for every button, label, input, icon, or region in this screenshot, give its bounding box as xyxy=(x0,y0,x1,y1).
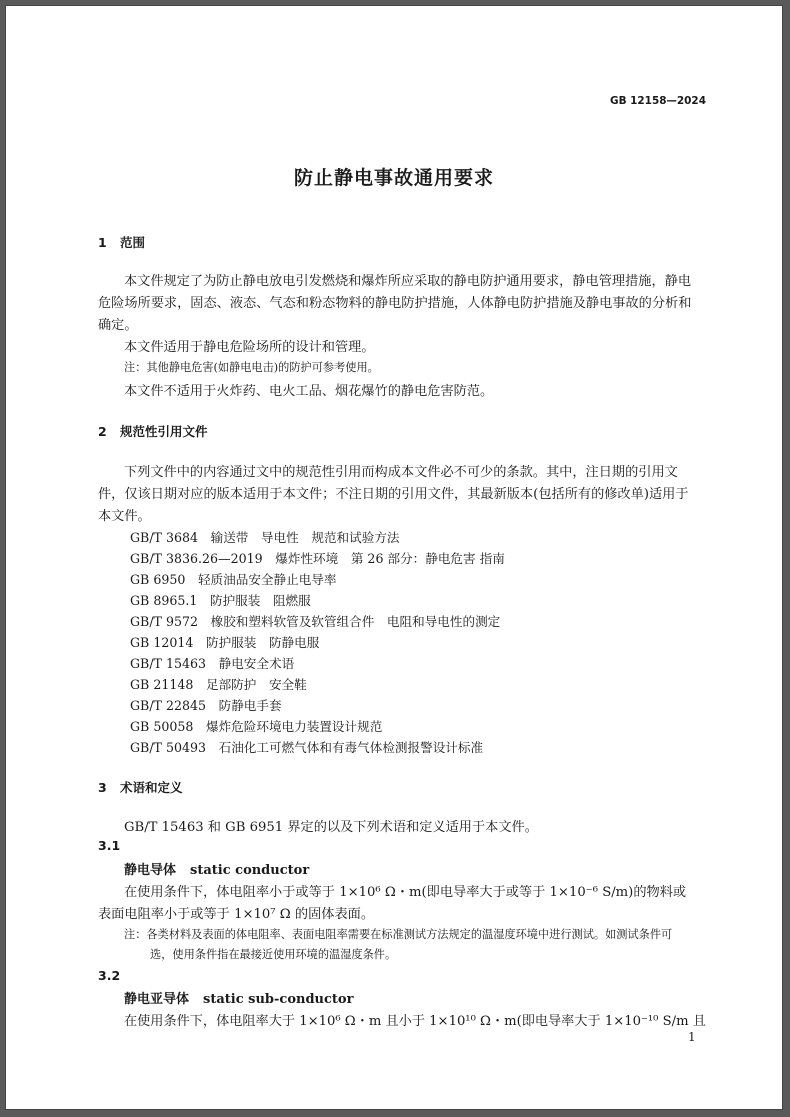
section-1-title: 范围 xyxy=(120,235,146,250)
reference-item: GB/T 3836.26—2019 爆炸性环境 第 26 部分：静电危害 指南 xyxy=(130,551,505,566)
reference-item: GB/T 22845 防静电手套 xyxy=(130,698,282,713)
page-number: 1 xyxy=(688,1030,696,1044)
term-2-definition-line1: 在使用条件下，体电阻率大于 1×10⁶ Ω・m 且小于 1×10¹⁰ Ω・m(即电导率大于 1×10⁻¹⁰ S/m 且 xyxy=(124,1014,706,1029)
section-3-heading xyxy=(98,778,183,796)
reference-item: GB/T 50493 石油化工可燃气体和有毒气体检测报警设计标准 xyxy=(130,740,484,755)
section-2-para-line3: 本文件。 xyxy=(98,509,151,524)
section-3-intro: GB/T 15463 和 GB 6951 界定的以及下列术语和定义适用于本文件。 xyxy=(124,820,538,835)
term-2-heading xyxy=(124,988,353,1007)
term-1-definition-line1: 在使用条件下，体电阻率小于或等于 1×10⁶ Ω・m(即电导率大于或等于 1×10⁻⁶ S/m)的物料或 xyxy=(124,885,687,900)
reference-item: GB/T 9572 橡胶和塑料软管及软管组合件 电阻和导电性的测定 xyxy=(130,614,501,629)
term-1-english: static conductor xyxy=(190,863,310,878)
section-2-para-line1: 下列文件中的内容通过文中的规范性引用而构成本文件必不可少的条款。其中，注日期的引用文 xyxy=(124,465,678,480)
section-1-heading xyxy=(98,233,145,251)
page-title: 防止静电事故通用要求 xyxy=(293,167,494,189)
section-1-note: 注：其他静电危害(如静电电击)的防护可参考使用。 xyxy=(124,361,379,374)
term-1-number: 3.1 xyxy=(98,838,121,853)
section-1-para2: 本文件适用于静电危险场所的设计和管理。 xyxy=(124,340,375,355)
term-1-note-line2: 选，使用条件指在最接近使用环境的温湿度条件。 xyxy=(150,948,397,961)
section-2-title: 规范性引用文件 xyxy=(120,424,208,439)
section-3-title: 术语和定义 xyxy=(120,780,183,795)
section-1-para1-line3: 确定。 xyxy=(98,318,138,333)
reference-item: GB 50058 爆炸危险环境电力装置设计规范 xyxy=(130,719,383,734)
standard-number: GB 12158—2024 xyxy=(610,95,706,107)
reference-item: GB 12014 防护服装 防静电服 xyxy=(130,635,320,650)
section-3-number: 3 xyxy=(98,780,107,795)
term-2-chinese: 静电亚导体 xyxy=(124,992,190,1007)
section-1-para1-line1: 本文件规定了为防止静电放电引发燃烧和爆炸所应采取的静电防护通用要求，静电管理措施，静电 xyxy=(124,274,692,289)
term-1-definition-line2: 表面电阻率小于或等于 1×10⁷ Ω 的固体表面。 xyxy=(98,907,375,922)
section-1-para1-line2: 危险场所要求，固态、液态、气态和粉态物料的静电防护措施，人体静电防护措施及静电事故的分析和 xyxy=(98,296,692,311)
section-2-heading xyxy=(98,422,208,440)
reference-item: GB/T 15463 静电安全术语 xyxy=(130,656,295,671)
reference-item: GB 8965.1 防护服装 阻燃服 xyxy=(130,593,311,608)
term-1-heading xyxy=(124,859,309,878)
reference-item: GB 21148 足部防护 安全鞋 xyxy=(130,677,307,692)
section-1-number: 1 xyxy=(98,235,107,250)
term-1-chinese: 静电导体 xyxy=(124,863,177,878)
term-2-number: 3.2 xyxy=(98,968,121,983)
reference-item: GB/T 3684 输送带 导电性 规范和试验方法 xyxy=(130,530,400,545)
term-2-english: static sub-conductor xyxy=(203,992,354,1007)
section-2-number: 2 xyxy=(98,424,107,439)
section-1-para3: 本文件不适用于火炸药、电火工品、烟花爆竹的静电危害防范。 xyxy=(124,384,494,399)
document-page xyxy=(6,6,782,1109)
section-2-para-line2: 件，仅该日期对应的版本适用于本文件；不注日期的引用文件，其最新版本(包括所有的修改单)适用于 xyxy=(98,487,689,502)
term-1-note-line1: 注：各类材料及表面的体电阻率、表面电阻率需要在标准测试方法规定的温湿度环境中进行测试。如测试条件可 xyxy=(124,928,673,941)
reference-item: GB 6950 轻质油品安全静止电导率 xyxy=(130,572,337,587)
